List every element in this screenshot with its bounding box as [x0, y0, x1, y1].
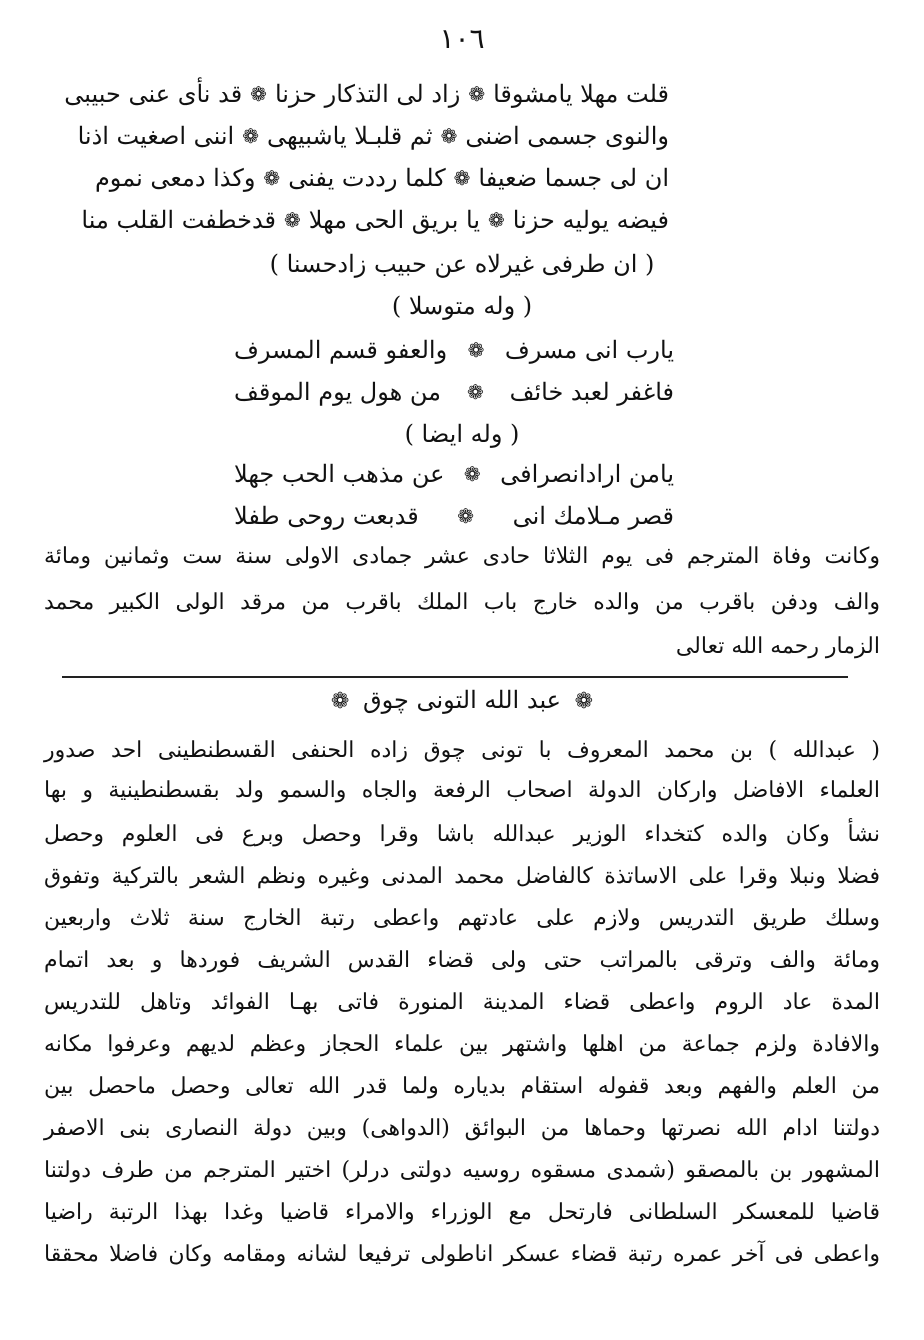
verse-line — [94, 164, 669, 192]
prose-line: المدة عاد الروم واعطى قضاء المدينة المنورة فاتى بهـا الفوائد وتاهل للتدريس — [44, 990, 880, 1015]
prose-line: والف ودفن باقرب من والده خارج باب الملك باقرب من مرقد الولى الكبير محمد — [44, 590, 880, 615]
ornament-icon: ❁ — [330, 689, 350, 714]
hemistich: من هول يوم الموقف — [234, 378, 442, 406]
poem-heading: ( وله ايضا ) — [404, 420, 520, 448]
hemistich: والنوى جسمى اضنى — [465, 122, 669, 150]
verse-separator-icon: ❁ — [468, 82, 486, 106]
prose-line: واعطى فى آخر عمره رتبة قضاء عسكر اناطولى ترفيعا لشانه ومقامه وكان فاضلا محققا — [44, 1242, 880, 1267]
hemistich: كلما رددت يفنى — [288, 164, 446, 192]
prose-line: المشهور بن بالمصقو (شمدى مسقوه روسيه دولتى درلر) اختير المترجم من طرف دولتنا — [44, 1158, 880, 1183]
hemistich: يا بريق الحى مهلا — [308, 206, 480, 234]
verse-separator-icon: ❁ — [463, 462, 481, 486]
prose-line: الزمار رحمه الله تعالى — [675, 634, 880, 659]
prose-line: ومائة والف وترقى بالمراتب حتى ولى قضاء القدس الشريف فوردها و بعد اتمام — [44, 948, 880, 973]
hemistich: فاغفر لعبد خائف — [509, 378, 674, 406]
hemistich: وكذا دمعى نموم — [94, 164, 256, 192]
prose-line: من العلم والفهم وبعد قفوله استقام بدياره ولما قدر الله تعالى وحصل ماحصل بين — [44, 1074, 880, 1099]
verse-line — [77, 122, 669, 150]
prose-line: وكانت وفاة المترجم فى يوم الثلاثا حادى عشر جمادى الاولى سنة ست وثمانين ومائة — [44, 544, 880, 569]
hemistich: زاد لى التذكار حزنا — [274, 80, 461, 108]
hemistich: عن مذهب الحب جهلا — [234, 460, 445, 488]
verse-separator-icon: ❁ — [263, 166, 281, 190]
hemistich: قدبعت روحى طفلا — [234, 502, 419, 530]
hemistich: يارب انى مسرف — [504, 336, 674, 364]
page-number: ١٠٦ — [439, 22, 485, 55]
hemistich: والعفو قسم المسرف — [234, 336, 448, 364]
hemistich: قلت مهلا يامشوقا — [493, 80, 669, 108]
prose-line: العلماء الافاضل واركان الدولة اصحاب الرفعة والجاه والسمو ولد بقسطنطينية و بها — [44, 778, 880, 803]
verse-separator-icon: ❁ — [488, 208, 505, 232]
verse-separator-icon: ❁ — [242, 124, 259, 148]
verse-line — [234, 502, 674, 530]
verse-separator-icon: ❁ — [467, 338, 485, 362]
verse-separator-icon: ❁ — [457, 504, 475, 528]
verse-separator-icon: ❁ — [466, 380, 484, 404]
hemistich: قدخطفت القلب منا — [81, 206, 277, 234]
hemistich: يامن ارادانصرافى — [500, 460, 674, 488]
poem-heading: ( وله متوسلا ) — [391, 292, 533, 320]
hemistich: ان لى جسما ضعيفا — [478, 164, 669, 192]
verse-line — [64, 80, 669, 108]
verse-line — [234, 460, 674, 488]
hemistich: قد نأى عنى حبيبى — [64, 80, 243, 108]
verse-separator-icon: ❁ — [453, 166, 471, 190]
ornament-icon: ❁ — [574, 689, 594, 714]
verse-separator-icon: ❁ — [440, 124, 458, 148]
verse-separator-icon: ❁ — [250, 82, 267, 106]
prose-line: فضلا ونبلا وقرا على الاساتذة كالفاضل محمد المدنى وغيره ونظم الشعر بالتركية وتفوق — [44, 864, 880, 889]
prose-line: قاضيا للمعسكر السلطانى فارتحل مع الوزراء والامراء قاضيا وغدا بهذا الرتبة راضيا — [44, 1200, 880, 1225]
verse-separator-icon: ❁ — [284, 208, 301, 232]
hemistich: ثم قلبـلا ياشبيهى — [266, 122, 433, 150]
prose-line: نشأ وكان والده كتخداء الوزير عبدالله باشا وقرا وحصل وبرع فى العلوم وحصل — [44, 822, 880, 847]
hemistich: اننى اصغيت اذنا — [77, 122, 235, 150]
entry-heading — [0, 686, 924, 714]
entry-title: عبد الله التونى چوق — [363, 686, 561, 714]
prose-line: ( عبدالله ) بن محمد المعروف با تونى چوق زاده الحنفى القسطنطينى احد صدور — [44, 738, 880, 763]
prose-line: دولتنا ادام الله نصرتها وحماها من البوائق (الدواهى) وبين دولة النصارى بنى الاصفر — [44, 1116, 880, 1141]
verse-line — [234, 378, 674, 406]
verse-line — [81, 206, 669, 234]
hemistich: قصر مـلامك انى — [512, 502, 674, 530]
poem-closing-line: ( ان طرفى غيرلاه عن حبيب زادحسنا ) — [269, 250, 655, 278]
hemistich: فيضه يوليه حزنا — [512, 206, 669, 234]
prose-line: والافادة ولزم جماعة من اهلها واشتهر بين علماء الحجاز وعظم لديهم وعرفوا مكانه — [44, 1032, 880, 1057]
verse-line — [234, 336, 674, 364]
section-divider — [62, 676, 848, 678]
prose-line: وسلك طريق التدريس ولازم على عادتهم واعطى رتبة الخارج سنة ثلاث واربعين — [44, 906, 880, 931]
